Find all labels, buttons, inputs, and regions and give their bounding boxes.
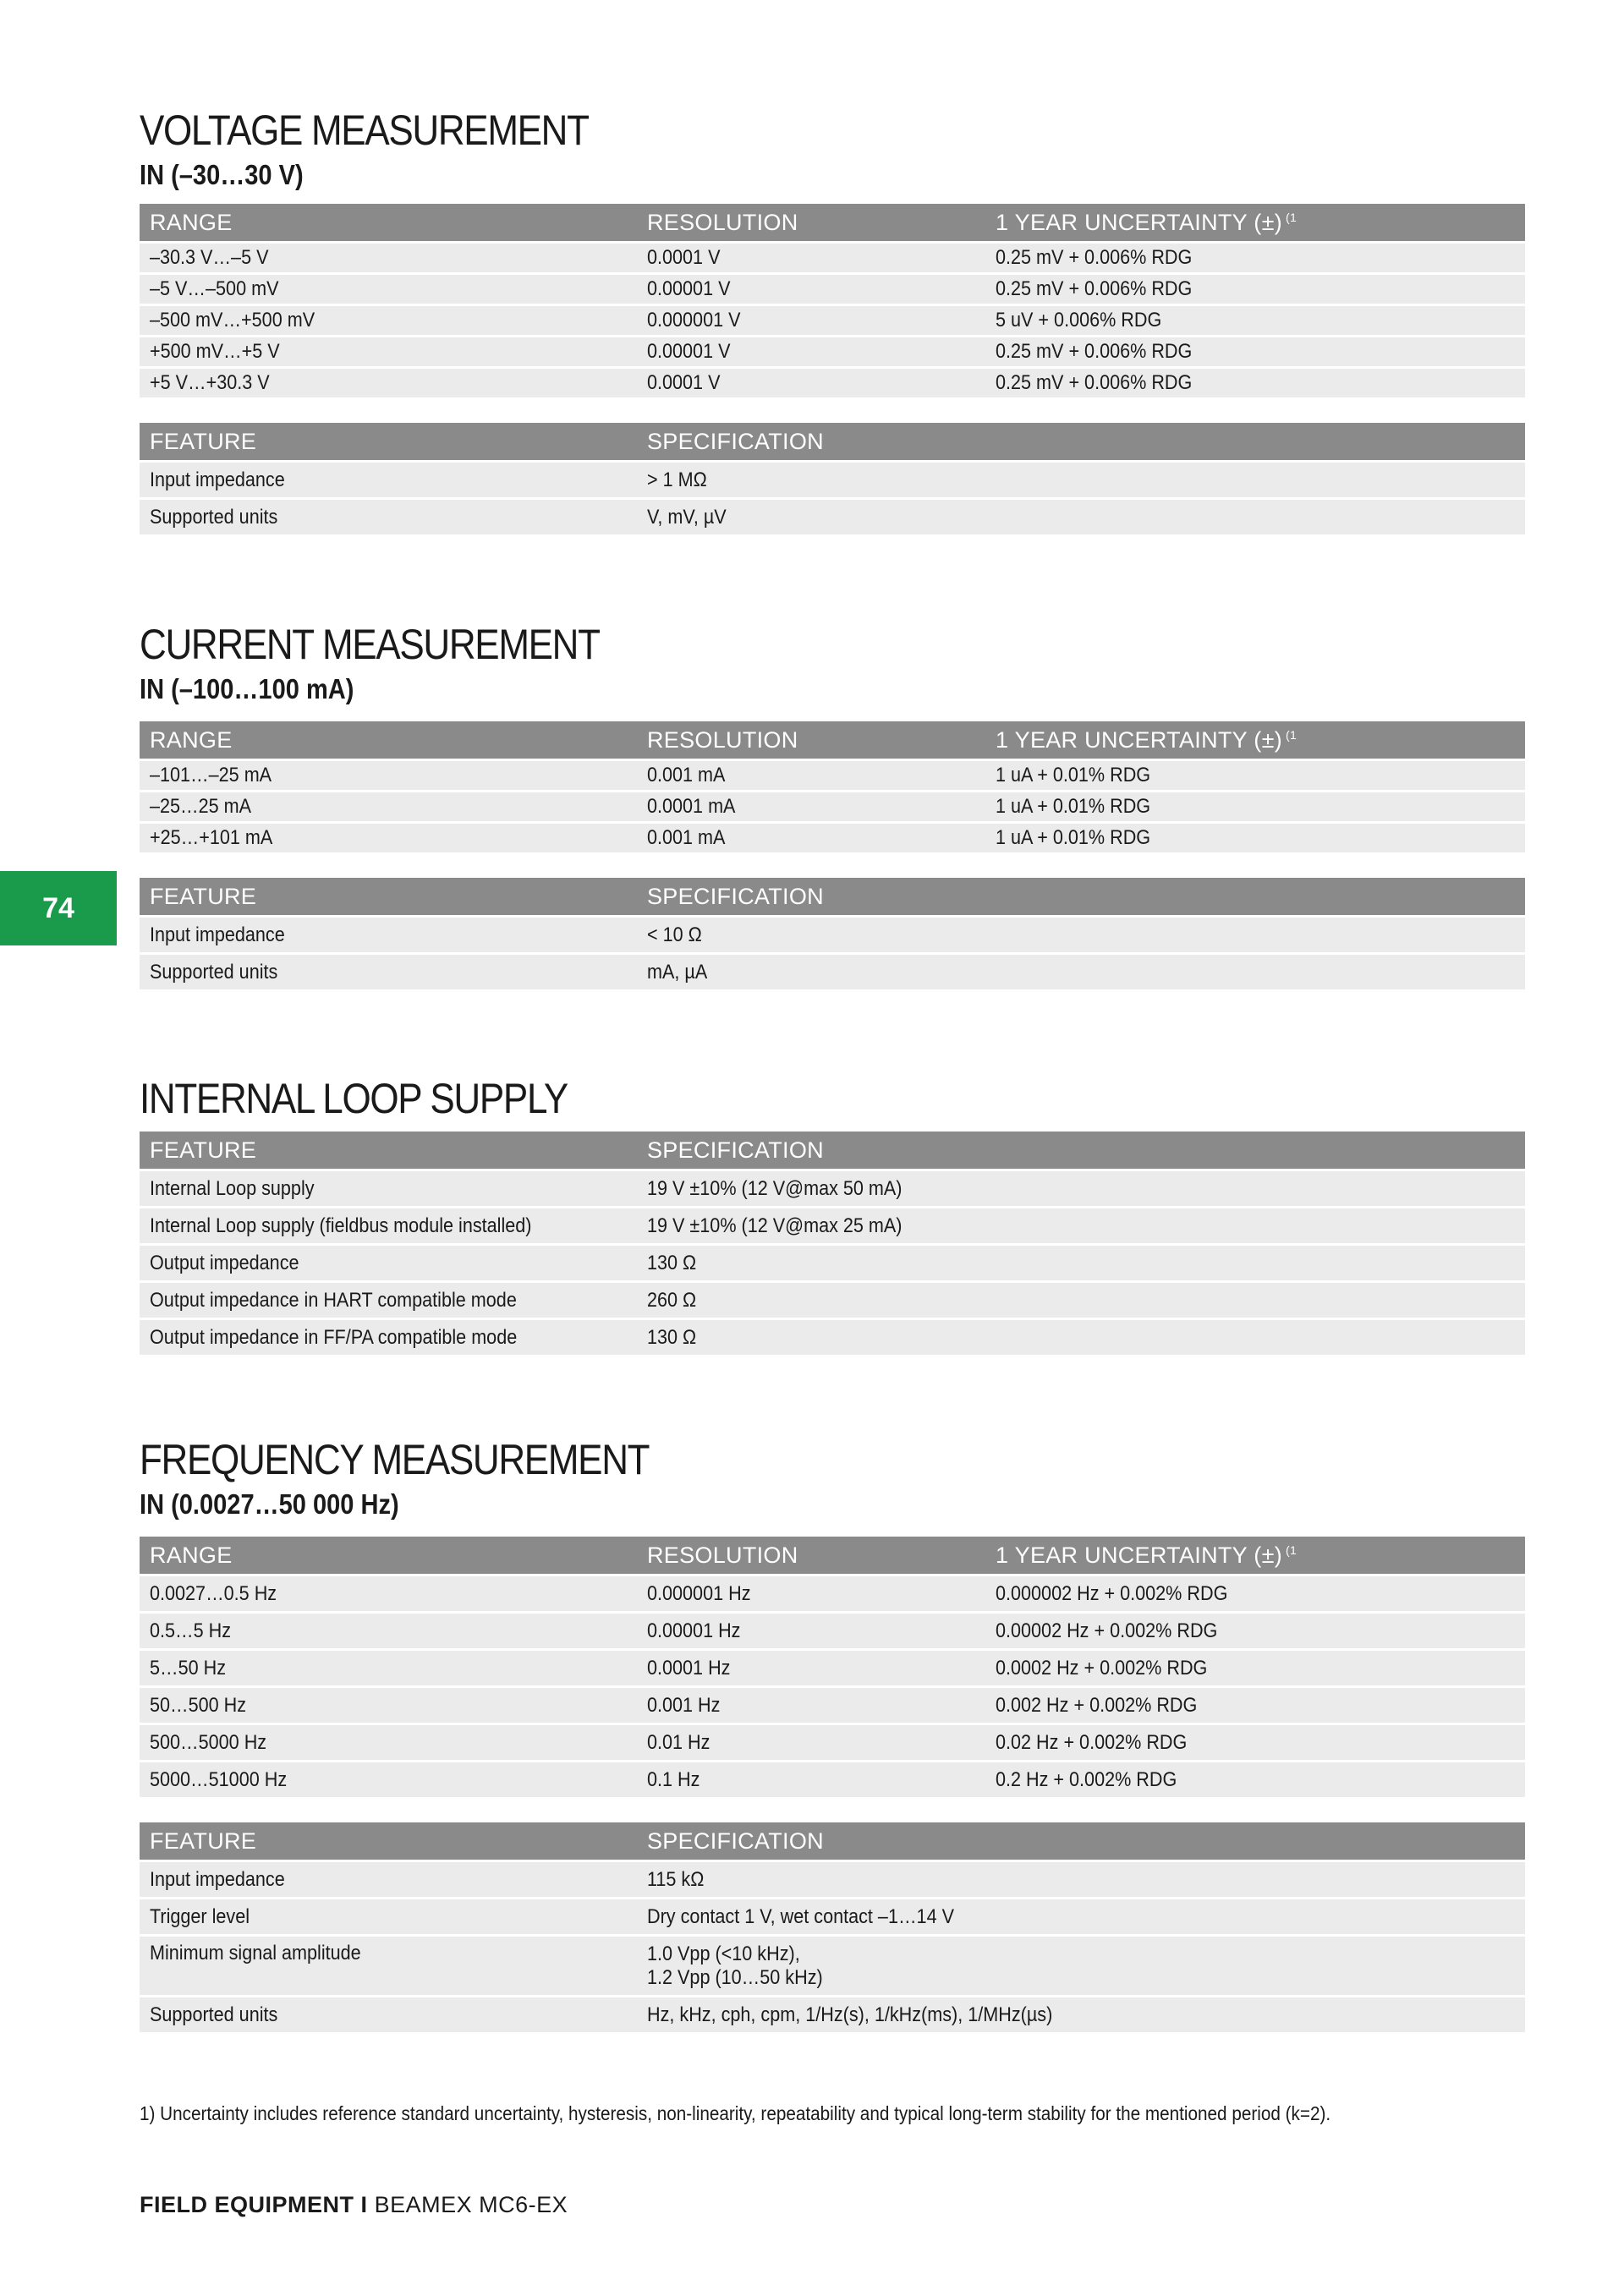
specification-value-line2: 1.2 Vpp (10…50 kHz) (647, 1965, 823, 1989)
uncertainty-header (985, 721, 1525, 759)
feature-cell (140, 1206, 637, 1243)
footer-separator: I (360, 2192, 368, 2217)
range-value: +25…+101 mA (150, 826, 273, 849)
uncertainty-cell (985, 1648, 1525, 1685)
table-header-row (140, 721, 1525, 759)
specification-header: SPECIFICATION (637, 878, 1525, 915)
resolution-cell (637, 1648, 985, 1685)
uncertainty-value: 0.25 mV + 0.006% RDG (996, 340, 1193, 363)
range-value: 500…5000 Hz (150, 1730, 267, 1754)
feature-header: FEATURE (140, 423, 637, 460)
uncertainty-value: 0.25 mV + 0.006% RDG (996, 277, 1193, 300)
resolution-cell (637, 790, 985, 821)
feature-header: FEATURE (140, 878, 637, 915)
range-cell (140, 1611, 637, 1648)
feature-cell (140, 1897, 637, 1934)
table-row (140, 1860, 1525, 1897)
range-value: –101…–25 mA (150, 764, 272, 786)
table-row (140, 759, 1525, 790)
page-number-tab: 74 (0, 871, 117, 945)
resolution-cell (637, 1611, 985, 1648)
range-cell (140, 790, 637, 821)
specification-cell (637, 915, 1525, 952)
specification-header: SPECIFICATION (637, 423, 1525, 460)
range-cell (140, 1760, 637, 1797)
range-cell (140, 759, 637, 790)
feature-cell (140, 1934, 637, 1995)
uncertainty-header-label: 1 YEAR UNCERTAINTY (±) (996, 726, 1282, 753)
range-value: –5 V…–500 mV (150, 277, 279, 300)
table-row (140, 335, 1525, 366)
resolution-cell (637, 335, 985, 366)
table-row (140, 497, 1525, 534)
resolution-cell (637, 821, 985, 852)
feature-value: Output impedance in FF/PA compatible mode (150, 1325, 518, 1349)
range-cell (140, 1723, 637, 1760)
specification-cell (637, 1243, 1525, 1280)
uncertainty-header-label: 1 YEAR UNCERTAINTY (±) (996, 209, 1282, 235)
feature-cell (140, 1280, 637, 1318)
resolution-header: RESOLUTION (637, 721, 985, 759)
feature-value: Supported units (150, 505, 278, 529)
range-value: –25…25 mA (150, 795, 252, 818)
table-header-row (140, 1132, 1525, 1169)
table-row (140, 1934, 1525, 1995)
resolution-cell (637, 272, 985, 304)
resolution-value: 0.000001 Hz (647, 1581, 751, 1605)
resolution-cell (637, 1574, 985, 1611)
feature-value: Minimum signal amplitude (150, 1942, 361, 1964)
feature-value: Internal Loop supply (fieldbus module installed) (150, 1214, 532, 1237)
specification-cell (637, 1169, 1525, 1206)
resolution-cell (637, 366, 985, 397)
uncertainty-cell (985, 366, 1525, 397)
section-title: VOLTAGE MEASUREMENT (140, 107, 589, 154)
feature-header: FEATURE (140, 1822, 637, 1860)
specification-value: 115 kΩ (647, 1867, 705, 1891)
section-title: INTERNAL LOOP SUPPLY (140, 1075, 568, 1122)
specification-value: Dry contact 1 V, wet contact –1…14 V (647, 1904, 954, 1928)
range-value: –30.3 V…–5 V (150, 246, 269, 269)
table-row (140, 1648, 1525, 1685)
page-footer (140, 2192, 568, 2218)
table-row (140, 1243, 1525, 1280)
range-cell (140, 335, 637, 366)
uncertainty-cell (985, 821, 1525, 852)
uncertainty-cell (985, 1685, 1525, 1723)
range-value: 5000…51000 Hz (150, 1767, 288, 1791)
table-row (140, 1206, 1525, 1243)
resolution-header: RESOLUTION (637, 204, 985, 241)
loop-feature-table (140, 1132, 1525, 1355)
specification-cell (637, 1860, 1525, 1897)
frequency-section (140, 1435, 1525, 2032)
specification-value: > 1 MΩ (647, 468, 707, 491)
table-header-row (140, 1822, 1525, 1860)
table-row (140, 790, 1525, 821)
resolution-value: 0.01 Hz (647, 1730, 710, 1754)
uncertainty-value: 1 uA + 0.01% RDG (996, 795, 1151, 818)
table-header-row (140, 423, 1525, 460)
footnote-marker: (1 (1286, 727, 1298, 742)
loop-supply-section (140, 1074, 1525, 1355)
uncertainty-header-label: 1 YEAR UNCERTAINTY (±) (996, 1542, 1282, 1568)
specification-header: SPECIFICATION (637, 1822, 1525, 1860)
uncertainty-value: 0.25 mV + 0.006% RDG (996, 246, 1193, 269)
current-feature-table (140, 878, 1525, 989)
uncertainty-value: 1 uA + 0.01% RDG (996, 764, 1151, 786)
resolution-cell (637, 759, 985, 790)
resolution-value: 0.0001 V (647, 246, 721, 269)
current-range-table (140, 721, 1525, 852)
specification-value: 130 Ω (647, 1325, 697, 1349)
feature-cell (140, 1243, 637, 1280)
table-row (140, 304, 1525, 335)
feature-value: Supported units (150, 2003, 278, 2026)
specification-value: 1.0 Vpp (<10 kHz), (647, 1942, 800, 1965)
specification-cell (637, 1897, 1525, 1934)
uncertainty-cell (985, 1574, 1525, 1611)
uncertainty-cell (985, 304, 1525, 335)
feature-cell (140, 1995, 637, 2032)
resolution-value: 0.0001 mA (647, 795, 736, 818)
specification-cell (637, 1995, 1525, 2032)
section-subtitle: IN (–100…100 mA) (140, 673, 354, 704)
specification-cell (637, 497, 1525, 534)
table-row (140, 272, 1525, 304)
feature-header: FEATURE (140, 1132, 637, 1169)
table-row (140, 915, 1525, 952)
uncertainty-cell (985, 335, 1525, 366)
uncertainty-value: 0.0002 Hz + 0.002% RDG (996, 1656, 1208, 1680)
uncertainty-header (985, 204, 1525, 241)
footnote-marker: (1 (1286, 1543, 1298, 1557)
range-header: RANGE (140, 1537, 637, 1574)
feature-value: Output impedance (150, 1251, 299, 1274)
range-value: 0.5…5 Hz (150, 1619, 232, 1642)
uncertainty-cell (985, 272, 1525, 304)
uncertainty-header (985, 1537, 1525, 1574)
feature-value: Internal Loop supply (150, 1176, 315, 1200)
frequency-range-table (140, 1537, 1525, 1797)
table-row (140, 1611, 1525, 1648)
range-header: RANGE (140, 721, 637, 759)
range-cell (140, 821, 637, 852)
specification-value: 260 Ω (647, 1288, 697, 1312)
feature-cell (140, 1169, 637, 1206)
uncertainty-value: 5 uV + 0.006% RDG (996, 309, 1162, 332)
footnote-marker: (1 (1286, 210, 1298, 224)
table-row (140, 460, 1525, 497)
uncertainty-cell (985, 1723, 1525, 1760)
resolution-value: 0.00001 V (647, 277, 731, 300)
specification-value: 130 Ω (647, 1251, 697, 1274)
uncertainty-cell (985, 759, 1525, 790)
range-cell (140, 1648, 637, 1685)
uncertainty-value: 0.00002 Hz + 0.002% RDG (996, 1619, 1218, 1642)
specification-cell (637, 1280, 1525, 1318)
range-value: 50…500 Hz (150, 1693, 247, 1717)
uncertainty-cell (985, 1611, 1525, 1648)
uncertainty-cell (985, 1760, 1525, 1797)
specification-cell (637, 460, 1525, 497)
table-header-row (140, 1537, 1525, 1574)
table-row (140, 1280, 1525, 1318)
table-header-row (140, 878, 1525, 915)
table-row (140, 1723, 1525, 1760)
specification-value: 19 V ±10% (12 V@max 50 mA) (647, 1176, 903, 1200)
table-row (140, 1760, 1525, 1797)
section-subtitle: IN (0.0027…50 000 Hz) (140, 1488, 399, 1520)
resolution-value: 0.0001 Hz (647, 1656, 731, 1680)
table-row (140, 1995, 1525, 2032)
feature-cell (140, 497, 637, 534)
specification-value: Hz, kHz, cph, cpm, 1/Hz(s), 1/kHz(ms), 1/MHz(µs) (647, 2003, 1053, 2026)
specification-header: SPECIFICATION (637, 1132, 1525, 1169)
range-cell (140, 304, 637, 335)
resolution-cell (637, 1723, 985, 1760)
specification-value: < 10 Ω (647, 923, 702, 946)
footer-category: FIELD EQUIPMENT (140, 2192, 354, 2217)
specification-cell (637, 1318, 1525, 1355)
footnote: 1) Uncertainty includes reference standard uncertainty, hysteresis, non-linearity, repeatability and typical long-term stability for the mentioned period (k=2). (140, 2102, 1331, 2124)
table-row (140, 366, 1525, 397)
voltage-section (140, 106, 1525, 534)
resolution-cell (637, 304, 985, 335)
resolution-value: 0.00001 V (647, 340, 731, 363)
range-cell (140, 366, 637, 397)
feature-value: Trigger level (150, 1904, 250, 1928)
feature-cell (140, 952, 637, 989)
resolution-value: 0.001 mA (647, 764, 726, 786)
current-section (140, 620, 1525, 989)
table-row (140, 241, 1525, 272)
feature-cell (140, 460, 637, 497)
feature-value: Input impedance (150, 468, 285, 491)
feature-cell (140, 1860, 637, 1897)
feature-cell (140, 915, 637, 952)
resolution-value: 0.001 Hz (647, 1693, 721, 1717)
uncertainty-value: 1 uA + 0.01% RDG (996, 826, 1151, 849)
uncertainty-value: 0.02 Hz + 0.002% RDG (996, 1730, 1188, 1754)
specification-cell (637, 1934, 1525, 1995)
uncertainty-value: 0.2 Hz + 0.002% RDG (996, 1767, 1177, 1791)
uncertainty-value: 0.25 mV + 0.006% RDG (996, 371, 1193, 394)
table-row (140, 1685, 1525, 1723)
table-row (140, 1318, 1525, 1355)
footer-product: BEAMEX MC6-EX (374, 2192, 568, 2217)
table-header-row (140, 204, 1525, 241)
voltage-feature-table (140, 423, 1525, 534)
uncertainty-value: 0.000002 Hz + 0.002% RDG (996, 1581, 1228, 1605)
table-row (140, 952, 1525, 989)
resolution-value: 0.001 mA (647, 826, 726, 849)
uncertainty-value: 0.002 Hz + 0.002% RDG (996, 1693, 1198, 1717)
uncertainty-cell (985, 790, 1525, 821)
voltage-range-table (140, 204, 1525, 397)
resolution-cell (637, 1760, 985, 1797)
specification-value: V, mV, µV (647, 505, 727, 529)
feature-value: Supported units (150, 960, 278, 984)
feature-cell (140, 1318, 637, 1355)
specification-value: mA, µA (647, 960, 708, 984)
feature-value: Input impedance (150, 1867, 285, 1891)
range-cell (140, 272, 637, 304)
resolution-value: 0.0001 V (647, 371, 721, 394)
range-value: +500 mV…+5 V (150, 340, 280, 363)
resolution-value: 0.000001 V (647, 309, 741, 332)
feature-value: Output impedance in HART compatible mode (150, 1288, 517, 1312)
frequency-feature-table (140, 1822, 1525, 2032)
table-row (140, 821, 1525, 852)
specification-cell (637, 1206, 1525, 1243)
section-subtitle: IN (–30…30 V) (140, 159, 304, 190)
table-row (140, 1897, 1525, 1934)
range-cell (140, 241, 637, 272)
range-value: +5 V…+30.3 V (150, 371, 270, 394)
table-row (140, 1574, 1525, 1611)
range-cell (140, 1685, 637, 1723)
resolution-value: 0.1 Hz (647, 1767, 700, 1791)
resolution-cell (637, 1685, 985, 1723)
section-title: FREQUENCY MEASUREMENT (140, 1436, 650, 1483)
uncertainty-cell (985, 241, 1525, 272)
range-value: 0.0027…0.5 Hz (150, 1581, 277, 1605)
specification-cell (637, 952, 1525, 989)
section-title: CURRENT MEASUREMENT (140, 621, 600, 668)
range-value: 5…50 Hz (150, 1656, 227, 1680)
range-header: RANGE (140, 204, 637, 241)
table-row (140, 1169, 1525, 1206)
resolution-header: RESOLUTION (637, 1537, 985, 1574)
resolution-cell (637, 241, 985, 272)
range-cell (140, 1574, 637, 1611)
range-value: –500 mV…+500 mV (150, 309, 315, 332)
specification-value: 19 V ±10% (12 V@max 25 mA) (647, 1214, 903, 1237)
feature-value: Input impedance (150, 923, 285, 946)
resolution-value: 0.00001 Hz (647, 1619, 741, 1642)
